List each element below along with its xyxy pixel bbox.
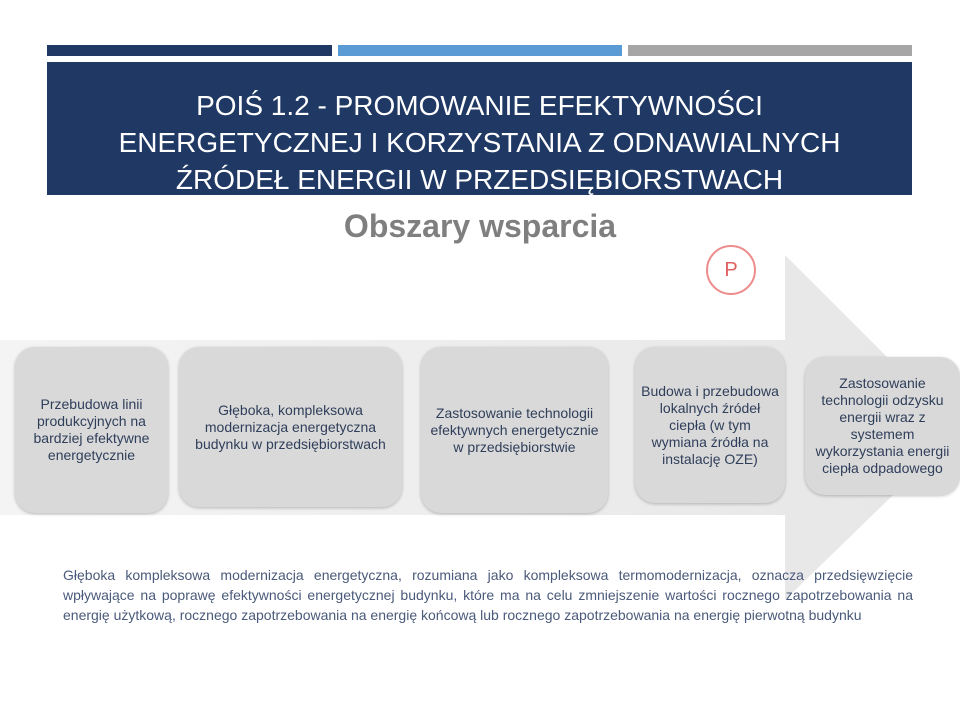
p-badge-icon: P bbox=[706, 245, 756, 295]
area-box-production-lines: Przebudowa linii produkcyjnych na bardziej efektywne energetycznie bbox=[15, 347, 168, 513]
area-box-building-modernization: Głęboka, kompleksowa modernizacja energetyczna budynku w przedsiębiorstwach bbox=[179, 347, 402, 507]
slide-title: POIŚ 1.2 - PROMOWANIE EFEKTYWNOŚCI ENERGETYCZNEJ I KORZYSTANIA Z ODNAWIALNYCH ŹRÓDEŁ ENERGII W PRZEDSIĘBIORSTWACH bbox=[47, 62, 912, 195]
area-box-efficient-technologies: Zastosowanie technologii efektywnych energetycznie w przedsiębiorstwie bbox=[421, 347, 608, 513]
description-text: Głęboka kompleksowa modernizacja energetyczna, rozumiana jako kompleksowa termomodernizacja, oznacza przedsięwzięcie wpływające na poprawę efektywności energetycznej budynku, które ma na celu zmniejszenie wartości rocznego zapotrzebowania na energię użytkową, rocznego zapotrzebowania na energię końcową lub rocznego zapotrzebowania na energię pierwotną budynku bbox=[63, 567, 913, 623]
area-box-heat-sources: Budowa i przebudowa lokalnych źródeł ciepła (w tym wymiana źródła na instalację OZE) bbox=[635, 347, 785, 503]
area-box-energy-recovery: Zastosowanie technologii odzysku energii wraz z systemem wykorzystania energii ciepła odpadowego bbox=[805, 357, 960, 495]
slide-subtitle: Obszary wsparcia bbox=[343, 208, 617, 244]
